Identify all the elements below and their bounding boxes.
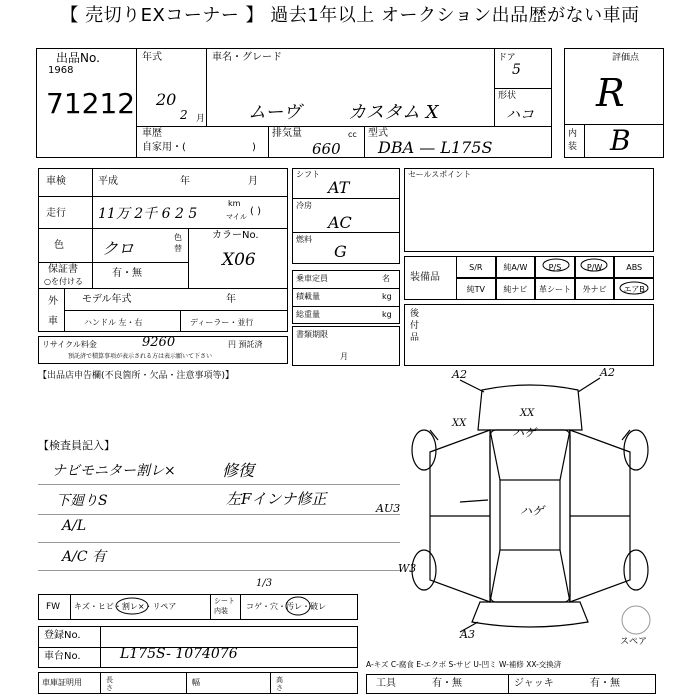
grade-value: カスタム X <box>348 102 439 123</box>
equipment-item: 純TV <box>456 278 496 300</box>
spare-label: スペア <box>620 637 648 647</box>
jack-value: 有・無 <box>590 678 620 689</box>
capacity-unit: 名 <box>382 274 390 283</box>
seat-label: シート内装 <box>214 597 235 615</box>
history-label: 車歴 <box>142 128 162 139</box>
shift-value: AT <box>328 178 350 197</box>
garage-cert-label: 車庫証明用 <box>42 678 82 687</box>
equipment-item: エアB <box>614 278 654 300</box>
equipment-item: S/R <box>456 256 496 278</box>
chassis-value: L175S- 1074076 <box>120 646 238 662</box>
history-value: 自家用・( <box>142 142 186 153</box>
inspection-year: 年 <box>180 176 190 187</box>
door-label: ドア <box>498 53 516 63</box>
document-label: 書類期限 <box>296 330 328 339</box>
car-name-value: ムーヴ <box>248 102 302 123</box>
equipment-item: 純A/W <box>496 256 536 278</box>
inspector-note-1b: 修復 <box>222 461 255 480</box>
model-label: 型式 <box>368 128 388 139</box>
model-year-unit: 年 <box>226 294 236 305</box>
year-value: 20 <box>156 90 177 109</box>
inspection-month: 月 <box>248 176 258 187</box>
inspector-label: 【検査員記入】 <box>38 439 115 452</box>
equipment-item: P/W <box>575 256 615 278</box>
inspector-note-2: 下廻りS <box>56 493 108 509</box>
inspector-note-3: A/L <box>62 518 87 534</box>
score-label: 評価点 <box>612 53 640 63</box>
inspection-era: 平成 <box>98 176 118 187</box>
gross-unit: kg <box>382 310 392 319</box>
damage-a2-right: A2 <box>600 366 615 379</box>
inspection-label: 車検 <box>46 176 66 187</box>
ac-label: 冷房 <box>296 201 312 210</box>
damage-w3: W3 <box>398 562 417 575</box>
mileage-unit: km <box>228 199 241 208</box>
recycle-value: 9260 <box>142 335 176 350</box>
registration-label: 登録No. <box>44 630 81 641</box>
shape-value: ハコ <box>506 107 534 123</box>
mileage-paren: ( ) <box>250 206 261 217</box>
document-unit: 月 <box>340 352 348 361</box>
damage-a2-left: A2 <box>452 368 467 381</box>
interior-value: B <box>610 124 631 157</box>
color-label: 色 <box>54 240 64 251</box>
shape-label: 形状 <box>498 91 517 101</box>
shift-label: シフト <box>296 170 320 179</box>
foreign-label-top: 外 <box>48 296 58 307</box>
recycle-unit: 円 預託済 <box>228 340 263 349</box>
displacement-value: 660 <box>312 140 341 158</box>
color-no-value: X06 <box>222 250 256 270</box>
equipment-item: 純ナビ <box>496 278 536 300</box>
after-parts-label: 後付品 <box>410 309 420 343</box>
sales-point-label: セールスポイント <box>408 170 472 179</box>
load-unit: kg <box>382 292 392 301</box>
handle-label: ハンドル 左・右 <box>84 318 143 327</box>
color-no-label: カラーNo. <box>212 230 259 241</box>
recycle-note: 預託済で積算事項が表示される方は表示願いて下さい <box>68 353 213 360</box>
dealer-label: ディーラー・並行 <box>190 318 254 327</box>
warranty-value: 有・無 <box>112 268 142 279</box>
fuel-value: G <box>334 242 347 261</box>
fw-text: キズ・ヒビ・割レ×・リペア <box>74 602 177 611</box>
load-label: 積載量 <box>296 292 320 301</box>
equipment-label: 装備品 <box>410 272 440 283</box>
damage-xx-left: XX <box>452 418 467 429</box>
inspector-note-4: A/C 有 <box>62 549 106 565</box>
warranty-label: 保証書 <box>48 264 78 275</box>
month-unit: 月 <box>196 114 206 124</box>
chassis-label: 車台No. <box>44 651 81 662</box>
damage-xx-top: XX <box>520 408 535 419</box>
color-value: クロ <box>102 239 135 258</box>
ac-value: AC <box>328 213 352 232</box>
damage-legend: A-キズ C-腐食 E-エクボ S-サビ U-凹ミ W-補修 XX-交換済 <box>366 660 562 669</box>
gross-label: 総重量 <box>296 310 320 319</box>
exhibitor-note-label: 【出品店申告欄(不良箇所・欠品・注意事項等)】 <box>38 371 235 381</box>
history-paren: ) <box>252 142 256 153</box>
damage-hage-mid: ハゲ <box>520 504 545 518</box>
model-value: DBA — L175S <box>378 138 493 157</box>
recycle-label: リサイクル料金 <box>42 340 97 349</box>
mileage-value: 11万 2千 6 2 5 <box>98 206 198 222</box>
fw-label: FW <box>46 602 61 612</box>
score-value: R <box>596 71 625 115</box>
equipment-item: ABS <box>614 256 654 278</box>
lot-number-value: 71212 <box>46 87 136 120</box>
seat-mark: 1/3 <box>256 578 273 589</box>
damage-a3: A3 <box>460 628 475 641</box>
damage-au3: AU3 <box>376 502 401 515</box>
fuel-label: 燃料 <box>296 235 312 244</box>
tools-value: 有・無 <box>432 678 462 689</box>
year-label: 年式 <box>142 52 162 63</box>
equipment-item: 革シート <box>535 278 575 300</box>
page-title: 【 売切りEXコーナー 】 過去1年以上 オークション出品歴がない車両 <box>60 5 640 26</box>
lot-number-label: 出品No. <box>56 51 100 65</box>
cert-length: 長さ <box>106 676 113 692</box>
cert-height: 高さ <box>276 676 283 692</box>
interior-label: 内装 <box>568 129 578 152</box>
color-repaint-label: 色替 <box>174 233 182 253</box>
seat-text: コゲ・穴・汚レ・破レ <box>246 602 326 611</box>
month-value: 2 <box>180 108 188 122</box>
capacity-label: 乗車定員 <box>296 274 328 283</box>
mileage-unit-mile: マイル <box>226 213 247 221</box>
car-name-label: 車名・グレード <box>212 52 282 63</box>
displacement-unit: cc <box>348 130 357 139</box>
foreign-label-bottom: 車 <box>48 316 58 327</box>
equipment-item: P/S <box>535 256 575 278</box>
damage-hage-top: ハゲ <box>512 426 537 440</box>
jack-label: ジャッキ <box>514 678 554 689</box>
door-value: 5 <box>512 62 521 78</box>
warranty-sub: ○を付ける <box>44 277 83 286</box>
inspector-note-1: ナビモニター割レ× <box>52 463 176 479</box>
equipment-item: 外ナビ <box>575 278 615 300</box>
inspector-note-2b: 左Fインナ修正 <box>226 490 327 508</box>
cert-width: 幅 <box>192 678 200 687</box>
tools-label: 工具 <box>376 678 396 689</box>
displacement-label: 排気量 <box>272 128 302 139</box>
lot-number-small: 1968 <box>48 65 74 76</box>
mileage-label: 走行 <box>46 208 66 219</box>
model-year-label: モデル年式 <box>82 294 132 305</box>
